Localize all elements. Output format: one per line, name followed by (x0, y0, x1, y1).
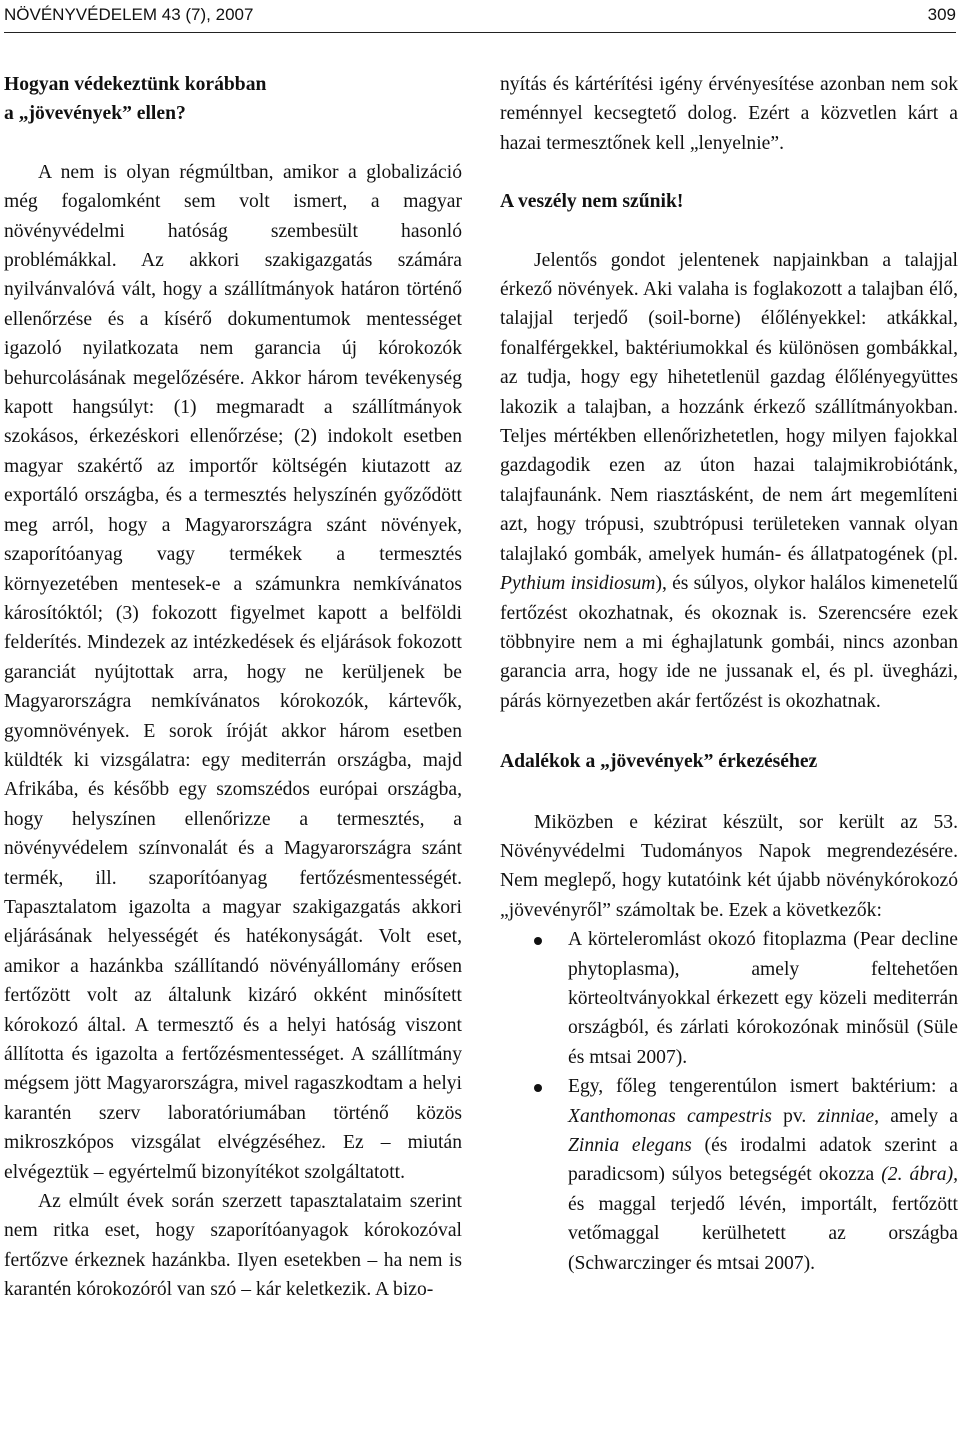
right-column (500, 70, 958, 1278)
text-run: Egy, főleg tengerentúlon ismert baktérium: a (568, 1076, 958, 1098)
species-name: Zinnia elegans (568, 1135, 692, 1156)
figure-reference: (2. ábra), (881, 1164, 958, 1186)
spacer (500, 716, 958, 747)
list-item (500, 925, 958, 1072)
pathovar-name: zinniae (817, 1105, 875, 1127)
species-name: Xanthomonas campestris (568, 1105, 772, 1127)
body-paragraph (500, 246, 958, 717)
journal-citation: NÖVÉNYVÉDELEM 43 (7), 2007 (4, 5, 254, 24)
species-name: Pythium insidiosum (500, 573, 656, 595)
running-header (4, 0, 956, 33)
body-paragraph-continued: nyítás és kártérítési igény érvényesítése azonban nem sok reménnyel kecsegtető dolog. Ezért a közvetlen kárt a hazai termesztőnek kell „lenyelnie”. (500, 74, 958, 154)
text-run: (és irodalmi adatok szerint a paradicsom) súlyos betegségét okozza (568, 1135, 958, 1186)
left-column (4, 70, 462, 1305)
bullet-icon (534, 937, 542, 945)
spacer (500, 217, 958, 246)
list-item (500, 1072, 958, 1278)
text-run: , amely a (874, 1105, 958, 1127)
text-run: pv. (771, 1105, 818, 1127)
spacer (4, 129, 462, 158)
page-number: 309 (927, 5, 956, 24)
bullet-list (500, 925, 958, 1278)
spacer (500, 158, 958, 187)
text-run: ), és súlyos, olykor halálos kimenetelű fertőzést okozhatnak, és okoznak is. Szerencsére ezek többnyire nem a mi éghajlatunk gombái, nincs azonban garancia arra, hogy ide ne jussanak el, és pl. üvegházi, párás környezetben akár fertőzést is okozhatnak. (500, 573, 958, 712)
section-heading-newcomers: Adalékok a „jövevények” érkezéséhez (500, 751, 818, 773)
bullet-text: A körteleromlást okozó fitoplazma (Pear decline phytoplasma), amely feltehetően körteoltványokkal érkezett egy közeli mediterrán országból, és zárlati kórokozónak minősül (Süle és mtsai 2007). (568, 929, 958, 1068)
heading-line-2: a „jövevények” ellen? (4, 103, 186, 125)
bullet-icon (534, 1084, 542, 1092)
body-paragraph: A nem is olyan régmúltban, amikor a globalizáció még fogalomként sem volt ismert, a magyar növényvédelmi hatóság szembesült hasonló problémákkal. Az akkori szakigazgatás számára nyilvánvalóvá vált, hogy a szállítmányok határon történő ellenőrzése és a kísérő dokumentumok mentességet igazoló nyilatkozata nem garancia új kórokozók behurcolásának megelőzésére. Akkor három tevékenység kapott hangsúlyt: (1) megmaradt a szállítmányok szokásos, érkezéskori ellenőrzése; (2) indokolt esetben magyar szakértő az importőr költségén kiutazott az exportáló országba, és a termesztés helyszínén győződött meg arról, hogy a Magyarországra szánt növények, szaporítóanyag vagy termékek a termesztés környezetében mentesek-e a számunkra nemkívánatos károsítóktól; (3) fokozott figyelmet kapott a belföldi felderítés. Mindezek az intézkedések és eljárások fokozott garanciát nyújtottak arra, hogy ne kerüljenek be Magyarországra nemkívánatos kórokozók, kártevők, gyomnövények. E sorok íróját akkor három esetben küldték ki vizsgálatra: egy mediterrán országba, majd Afrikába, és később egy szomszédos európai országba, hogy helyszínen ellenőrizze a termesztés, a növényvédelem színvonalát és a Magyarországra szánt termék, ill. szaporítóanyag fertőzésmentességét. Tapasztalatom igazolta a magyar szakigazgatás akkori eljárásának helyességét és hatékonyságát. Volt eset, amikor a hazánkba szállítandó növényállomány erősen fertőzött volt az általunk kizáró okként minősített kórokozó által. A termesztő és a helyi hatóság viszont állította és igazolta a fertőzésmentességet. A szállítmány mégsem jött Magyarországra, mivel ragaszkodtam a helyi karantén szerv laboratóriumában történő közös mikroszkópos vizsgálat elvégzéséhez. Ez – miután elvégeztük – egyértelmű bizonyítékot szolgáltatott. (4, 161, 462, 1183)
text-run: és maggal terjedő lévén, importált, fertőzött vetőmaggal kerülhetett az országba (Schwarczinger és mtsai 2007). (568, 1193, 958, 1274)
body-paragraph: Az elmúlt évek során szerzett tapasztalataim szerint nem ritka eset, hogy szaporítóanyagok kórokozóval fertőzve érkeznek hazánkba. Ilyen esetekben – ha nem is karantén kórokozóról van szó – kár keletkezik. A bizo- (4, 1191, 462, 1301)
spacer (500, 777, 958, 808)
heading-line-1: Hogyan védekeztünk korábban (4, 74, 267, 95)
section-heading-danger: A veszély nem szűnik! (500, 191, 684, 213)
text-run: Jelentős gondot jelentenek napjainkban a talajjal érkező növények. Aki valaha is foglakozott a talajban élő, talajjal terjedő (soil-borne) élőlényekkel: atkákkal, fonalférgekkel, baktériumokkal és különösen gombákkal, az tudja, hogy egy hihetetlenül gazdag élőlényegyüttes lakozik a talajban, a hozzánk érkező szállítmányokban. Teljes mértékben ellenőrizhetetlen, hogy milyen fajokkal gazdagodik ezen az úton hazai talajmikrobiótánk, talajfaunánk. Nem riasztásként, de nem árt megemlíteni azt, hogy trópusi, szubtrópusi területeken vannak olyan talajlakó gombák, amelyek humán- és állatpatogének (pl. (500, 249, 958, 565)
section-heading-previous-defense (4, 70, 462, 129)
body-paragraph: Miközben e kézirat készült, sor került az 53. Növényvédelmi Tudományos Napok megrendezésére. Nem meglepő, hogy kutatóink két újabb növénykórokozó „jövevényről” számoltak be. Ezek a következők: (500, 811, 958, 921)
